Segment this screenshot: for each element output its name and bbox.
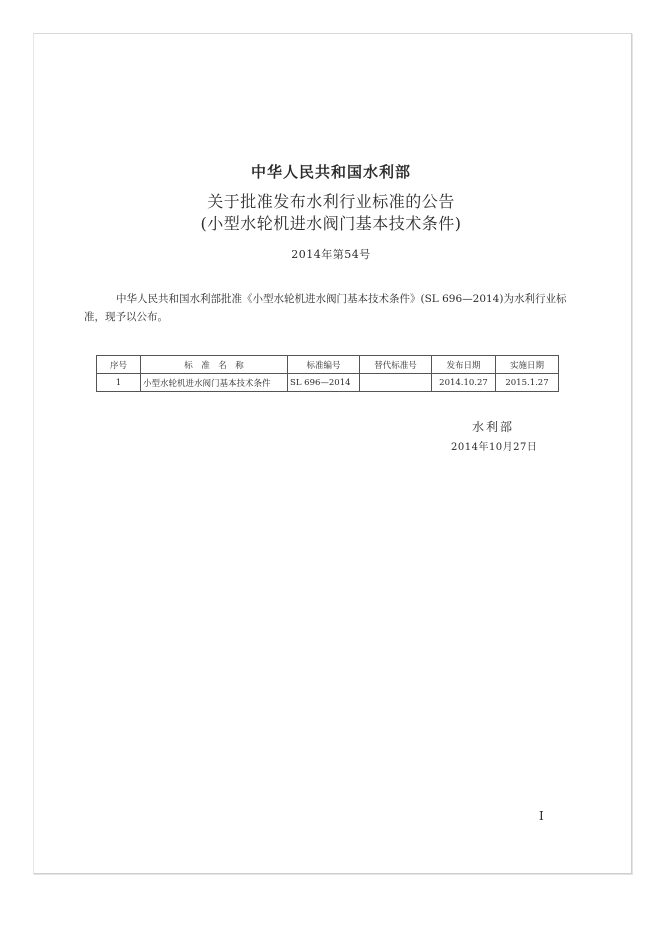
cell-serial: 1 <box>97 374 141 392</box>
cell-issue-date: 2014.10.27 <box>432 374 496 392</box>
announcement-title: 关于批准发布水利行业标准的公告 <box>207 192 455 211</box>
issuer-heading: 中华人民共和国水利部 <box>250 163 411 181</box>
header-replaced-code: 替代标准号 <box>360 356 432 374</box>
header-standard-name: 标 准 名 称 <box>141 356 288 374</box>
cell-replaced-code <box>360 374 432 392</box>
header-issue-date: 发布日期 <box>432 356 496 374</box>
page-sheet <box>33 33 632 874</box>
header-serial: 序号 <box>97 356 141 374</box>
page-number: I <box>539 809 544 823</box>
standards-table <box>96 355 559 392</box>
announcement-subtitle: (小型水轮机进水阀门基本技术条件) <box>200 214 462 233</box>
body-paragraph: 中华人民共和国水利部批准《小型水轮机进水阀门基本技术条件》(SL 696—2014)为水利行业标准，现予以公布。 <box>84 293 567 323</box>
cell-standard-name: 小型水轮机进水阀门基本技术条件 <box>141 374 288 392</box>
document-number: 2014年第54号 <box>291 248 371 261</box>
table-header-row <box>97 356 559 374</box>
header-standard-code: 标准编号 <box>288 356 360 374</box>
signature-date: 2014年10月27日 <box>451 442 538 453</box>
cell-standard-code: SL 696—2014 <box>288 374 360 392</box>
announcement-body <box>84 290 580 326</box>
signature-organization: 水利部 <box>472 420 515 434</box>
header-effective-date: 实施日期 <box>496 356 559 374</box>
cell-effective-date: 2015.1.27 <box>496 374 559 392</box>
table-row <box>97 374 559 392</box>
